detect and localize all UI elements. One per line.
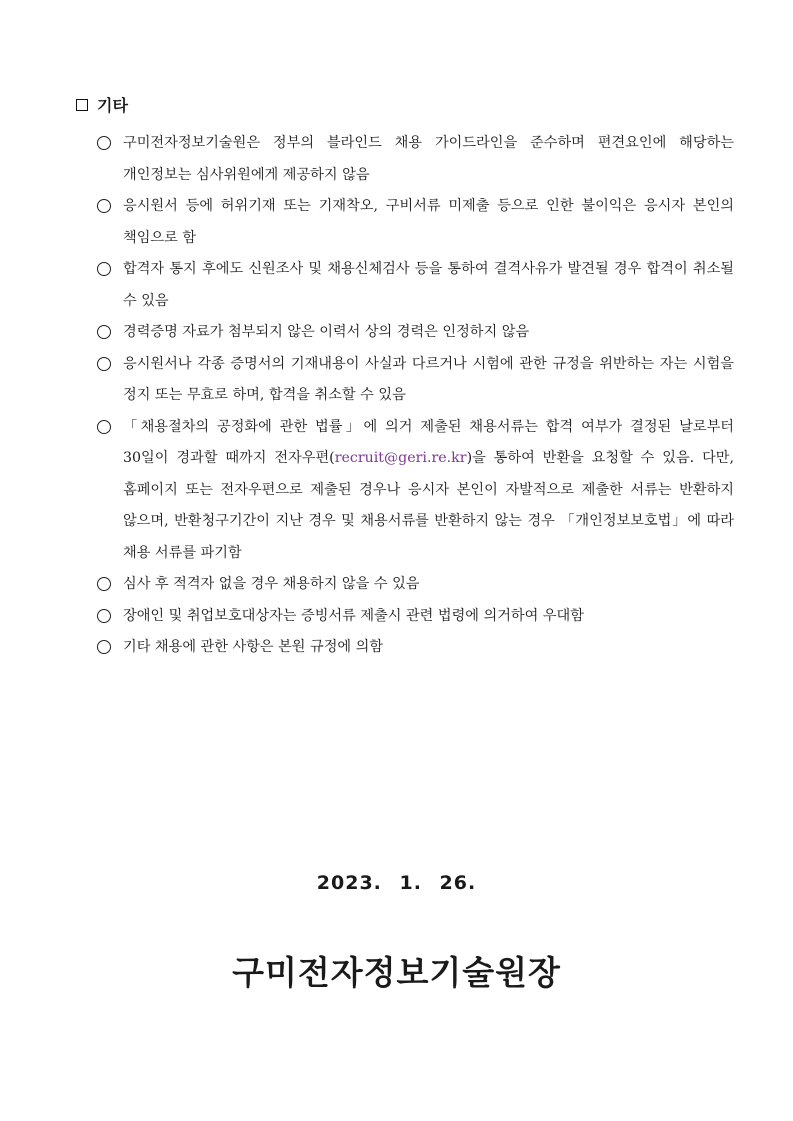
document-date: 2023. 1. 26. bbox=[316, 872, 477, 894]
list-item bbox=[94, 349, 734, 412]
list-item bbox=[94, 254, 734, 317]
list-item bbox=[94, 569, 734, 601]
list-item-text-before: 「채용절차의 공정화에 관한 법률」에 의거 제출된 채용서류는 합격 여부가 결정된 날로부터 30일이 경과할 때까지 전자우편( bbox=[123, 418, 734, 466]
circle-bullet-icon bbox=[97, 420, 111, 434]
list-item-text: 응시원서 등에 허위기재 또는 기재착오, 구비서류 미제출 등으로 인한 불이익은 응시자 본인의 책임으로 함 bbox=[123, 198, 734, 246]
list-item-text: 응시원서나 각종 증명서의 기재내용이 사실과 다르거나 시험에 관한 규정을 위반하는 자는 시험을 정지 또는 무효로 하며, 합격을 취소할 수 있음 bbox=[123, 355, 734, 403]
list-item-text-after: )을 통하여 반환을 요청할 수 있음. 다만, 홈페이지 또는 전자우편으로 제출된 경우나 응시자 본인이 자발적으로 제출한 서류는 반환하지 않으며, 반환청구기간이 지난 경우 및 채용서류를 반환하지 않는 경우 「개인정보보호법」에 따라 채용 서류를 파기함 bbox=[123, 450, 734, 561]
circle-bullet-icon bbox=[97, 357, 111, 371]
circle-bullet-icon bbox=[97, 136, 111, 150]
list-item-text: 기타 채용에 관한 사항은 본원 규정에 의함 bbox=[123, 639, 384, 655]
list-item bbox=[94, 191, 734, 254]
list-item-text: 심사 후 적격자 없을 경우 채용하지 않을 수 있음 bbox=[123, 576, 420, 592]
list-item bbox=[94, 412, 734, 570]
list-item bbox=[94, 632, 734, 664]
circle-bullet-icon bbox=[97, 262, 111, 276]
list-item bbox=[94, 128, 734, 191]
section-heading bbox=[76, 93, 128, 116]
list-item-text: 합격자 통지 후에도 신원조사 및 채용신체검사 등을 통하여 결격사유가 발견될 경우 합격이 취소될 수 있음 bbox=[123, 261, 734, 309]
circle-bullet-icon bbox=[97, 609, 111, 623]
circle-bullet-icon bbox=[97, 199, 111, 213]
list-item-text: 구미전자정보기술원은 정부의 블라인드 채용 가이드라인을 준수하며 편견요인에 해당하는 개인정보는 심사위원에게 제공하지 않음 bbox=[123, 135, 734, 183]
list-item bbox=[94, 317, 734, 349]
notice-list bbox=[94, 128, 734, 664]
section-heading-label: 기타 bbox=[97, 96, 128, 115]
list-item-text: 장애인 및 취업보호대상자는 증빙서류 제출시 관련 법령에 의거하여 우대함 bbox=[123, 607, 584, 624]
circle-bullet-icon bbox=[97, 640, 111, 654]
circle-bullet-icon bbox=[97, 325, 111, 339]
email-address: recruit@geri.re.kr bbox=[334, 450, 467, 466]
list-item bbox=[94, 601, 734, 633]
list-item-text bbox=[123, 412, 734, 570]
signature-title: 구미전자정보기술원장 bbox=[232, 953, 561, 992]
circle-bullet-icon bbox=[97, 577, 111, 591]
list-item-text: 경력증명 자료가 첨부되지 않은 이력서 상의 경력은 인정하지 않음 bbox=[123, 324, 530, 340]
square-bullet-icon bbox=[76, 99, 88, 111]
